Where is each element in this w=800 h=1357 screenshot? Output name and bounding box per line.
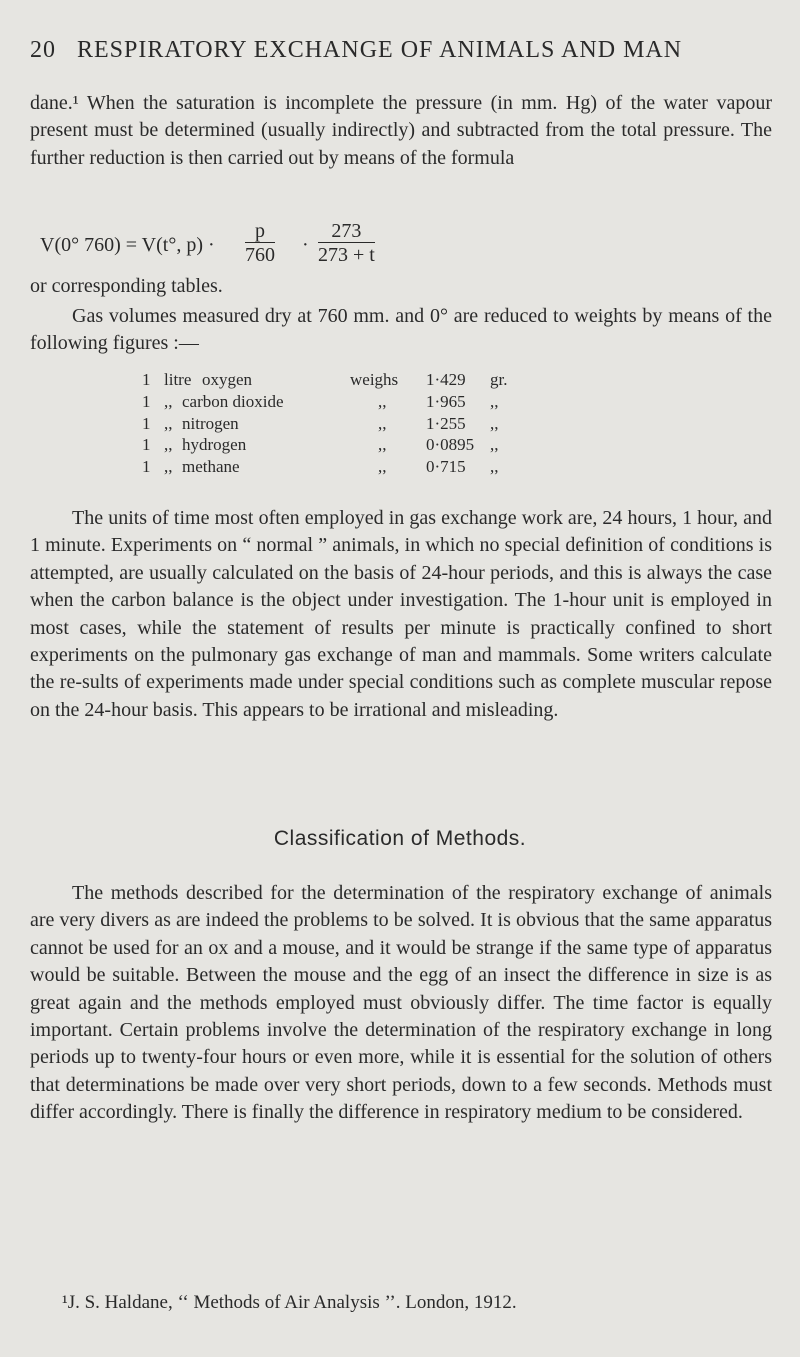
paragraph-time-units: The units of time most often employed in gas exchange work are, 24 hours, 1 hour, and 1 minute. Experiments on “ normal ” animals, in which no special definition of conditions is attempted, are usually calculated on the basis of 24-hour periods, and this is always the case when the carbon balance is the object under investigation. The 1-hour unit is employed in most cases, while the statement of results per minute is practically confined to short experiments on the pulmonary gas exchange of man and mammals. Some writers calculate the re-sults of experiments made under special conditions such as complete muscular repose on the 24-hour basis. This appears to be irrational and misleading.: [30, 507, 772, 721]
table-row: [142, 370, 622, 392]
table-cell: oxygen: [202, 370, 253, 389]
table-cell: ,,: [378, 435, 387, 455]
table-cell: ,,: [490, 413, 499, 433]
paragraph-classification: The methods described for the determination of the respiratory exchange of animals are very divers as are indeed the problems to be solved. It is obvious that the same apparatus cannot be used for an ox and a mouse, and it would be strange if the same type of apparatus would be suitable. Between the mouse and the egg of an insect the difference in size is as great again and the methods employed must obviously differ. The time factor is equally important. Certain problems involve the determination of the respiratory exchange in long periods up to twenty-four hours or even more, while it is essential for the solution of others that determinations be made over very short periods, down to a few seconds. Methods must differ accordingly. There is finally the difference in respiratory medium to be considered.: [30, 882, 772, 1124]
table-row: [142, 414, 622, 436]
table-cell: 0·715: [426, 457, 466, 477]
table-cell: carbon dioxide: [182, 391, 284, 411]
paragraph-continuation: dane.¹ When the saturation is incomplete the pressure (in mm. Hg) of the water vapour present must be determined (usually indirectly) and subtracted from the total pressure. The further reduction is then carried out by means of the formula: [30, 92, 772, 169]
paragraph-gas-volumes: Gas volumes measured dry at 760 mm. and 0° are reduced to weights by means of the following figures :—: [30, 305, 772, 355]
running-title: RESPIRATORY EXCHANGE OF ANIMALS AND MAN: [77, 37, 683, 63]
table-row: [142, 457, 622, 479]
temperature-fraction: [318, 220, 375, 267]
gas-weight-table: [142, 370, 622, 479]
table-cell: 1: [142, 435, 151, 455]
table-cell: ,,: [164, 413, 173, 433]
table-cell: 1: [142, 370, 151, 389]
table-cell: gr.: [490, 370, 508, 389]
page-number: 20: [30, 37, 56, 63]
temperature-denominator: 273 + t: [318, 244, 375, 266]
table-cell: 1: [142, 391, 151, 411]
table-cell: hydrogen: [182, 435, 247, 455]
table-cell: 0·0895: [426, 435, 475, 455]
table-cell: 1: [142, 457, 151, 477]
table-cell: weighs: [350, 370, 399, 389]
table-cell: 1·255: [426, 413, 466, 433]
pressure-denominator: 760: [245, 244, 275, 266]
table-cell: nitrogen: [182, 413, 239, 433]
table-cell: ,,: [164, 391, 173, 411]
table-cell: litre: [164, 370, 192, 389]
table-row: [142, 435, 622, 457]
table-cell: 1·965: [426, 391, 466, 411]
table-cell: ,,: [378, 391, 387, 411]
temperature-numerator: 273: [318, 220, 375, 243]
table-row: [142, 392, 622, 414]
formula-dot: ·: [302, 234, 309, 256]
table-cell: methane: [182, 457, 240, 477]
table-cell: ,,: [490, 457, 499, 477]
table-cell: ,,: [378, 457, 387, 477]
table-cell: ,,: [164, 435, 173, 455]
table-cell: 1: [142, 413, 151, 433]
formula-lhs: V(0° 760) = V(t°, p) ·: [40, 234, 215, 256]
table-cell: 1·429: [426, 370, 466, 389]
table-cell: ,,: [490, 435, 499, 455]
table-cell: ,,: [378, 413, 387, 433]
pressure-numerator: p: [245, 220, 275, 243]
section-heading: Classification of Methods.: [273, 827, 527, 850]
footnote: ¹J. S. Haldane, ‘‘ Methods of Air Analysis ’’. London, 1912.: [62, 1292, 517, 1313]
running-head: [30, 37, 790, 64]
reduction-formula: [40, 220, 480, 270]
table-cell: ,,: [490, 391, 499, 411]
table-cell: ,,: [164, 457, 173, 477]
formula-followup: or corresponding tables.: [30, 275, 223, 297]
pressure-fraction: [245, 220, 275, 267]
